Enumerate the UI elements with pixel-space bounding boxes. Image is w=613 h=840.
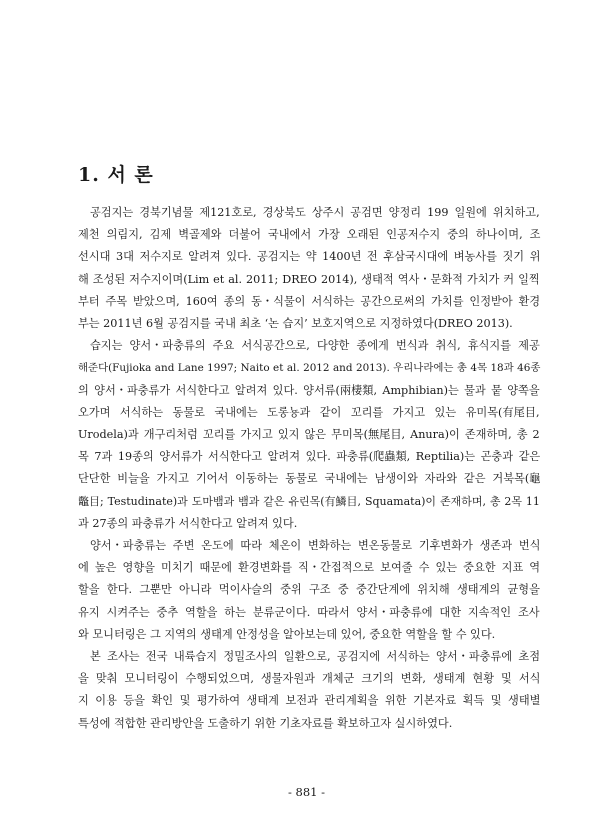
text-line: 본 조사는 전국 내륙습지 정밀조사의 일환으로, 공검지에 서식하는 양서・파충류에 초점 — [90, 650, 541, 663]
text-line: 과 27종의 파충류가 서식한다고 알려져 있다. — [78, 516, 298, 530]
text-line: 와 모니터링은 그 지역의 생태계 안정성을 알아보는데 있어, 중요한 역할을 할 수 있다. — [78, 627, 496, 641]
text-line: 공검지는 경북기념물 제121호로, 경상북도 상주시 공검면 양정리 199 일원에 위치하고, — [90, 206, 540, 219]
section-heading: 1. 서 론 — [78, 164, 154, 186]
text-line: 지 이용 등을 확인 및 평가하여 생태계 보전과 관리계획을 위한 기본자료 획득 및 생태별 — [78, 694, 541, 708]
text-line: 특성에 적합한 관리방안을 도출하기 위한 기초자료를 확보하고자 실시하였다. — [78, 716, 453, 730]
text-line: 해 조성된 저수지이며(Lim et al. 2011; DREO 2014), 생태적 역사・문화적 가치가 커 일찍 — [78, 272, 540, 286]
text-line: 부는 2011년 6월 공검지를 국내 최초 ‘논 습지’ 보호지역으로 지정하였다(DREO 2013). — [78, 317, 513, 330]
text-line: 제천 의림지, 김제 벽골제와 더불어 국내에서 가장 오래된 인공저수지 중의 하나이며, 조 — [78, 228, 541, 242]
text-line: 을 맞춰 모니터링이 수행되었으며, 생물자원과 개체군 크기의 변화, 생태계 현황 및 서식 — [78, 672, 541, 686]
text-line: 의 양서・파충류가 서식한다고 알려져 있다. 양서류(兩棲類, Amphibian)는 물과 뭍 양쪽을 — [78, 383, 540, 397]
page-number: - 881 - — [287, 785, 326, 799]
text-line: 목 7과 19종의 양서류가 서식한다고 알려져 있다. 파충류(爬蟲類, Reptilia)는 곤충과 같은 — [78, 450, 541, 464]
text-line: 할을 한다. 그뿐만 아니라 먹이사슬의 중위 구조 중 중간단계에 위치해 생태계의 균형을 — [78, 583, 540, 597]
text-line: 습지는 양서・파충류의 주요 서식공간으로, 다양한 종에게 번식과 취식, 휴식지를 제공 — [90, 339, 540, 353]
text-line: 단단한 비늘을 가지고 기어서 이동하는 동물로 국내에는 남생이와 자라와 같은 거북목(龜 — [78, 472, 541, 486]
text-line: 해준다(Fujioka and Lane 1997; Naito et al. 2012 and 2013). 우리나라에는 총 4목 18과 46종 — [78, 362, 541, 375]
text-line: 유지 시켜주는 중추 역할을 하는 분류군이다. 따라서 양서・파충류에 대한 지속적인 조사 — [78, 605, 540, 619]
text-line: 양서・파충류는 주변 온도에 따라 체온이 변화하는 변온동물로 기후변화가 생존과 번식 — [90, 539, 541, 552]
text-line: 鼈目; Testudinate)과 도마뱀과 뱀과 같은 유린목(有鱗目, Squamata)이 존재하며, 총 2목 11 — [78, 494, 540, 508]
text-line: 오가며 서식하는 동물로 국내에는 도롱뇽과 같이 꼬리를 가지고 있는 유미목(有尾目, — [78, 405, 540, 419]
text-line: 부터 주목 받았으며, 160여 종의 동・식물이 서식하는 공간으로써의 가치를 인정받아 환경 — [78, 294, 541, 308]
text-line: 에 높은 영향을 미치기 때문에 환경변화를 직・간접적으로 보여줄 수 있는 중요한 지표 역 — [78, 561, 541, 575]
text-line: 선시대 3대 저수지로 알려져 있다. 공검지는 약 1400년 전 후삼국시대에 벼농사를 짓기 위 — [78, 250, 541, 264]
text-line: Urodela)과 개구리처럼 꼬리를 가지고 있지 않은 무미목(無尾目, Anura)이 존재하며, 총 2 — [78, 428, 540, 441]
